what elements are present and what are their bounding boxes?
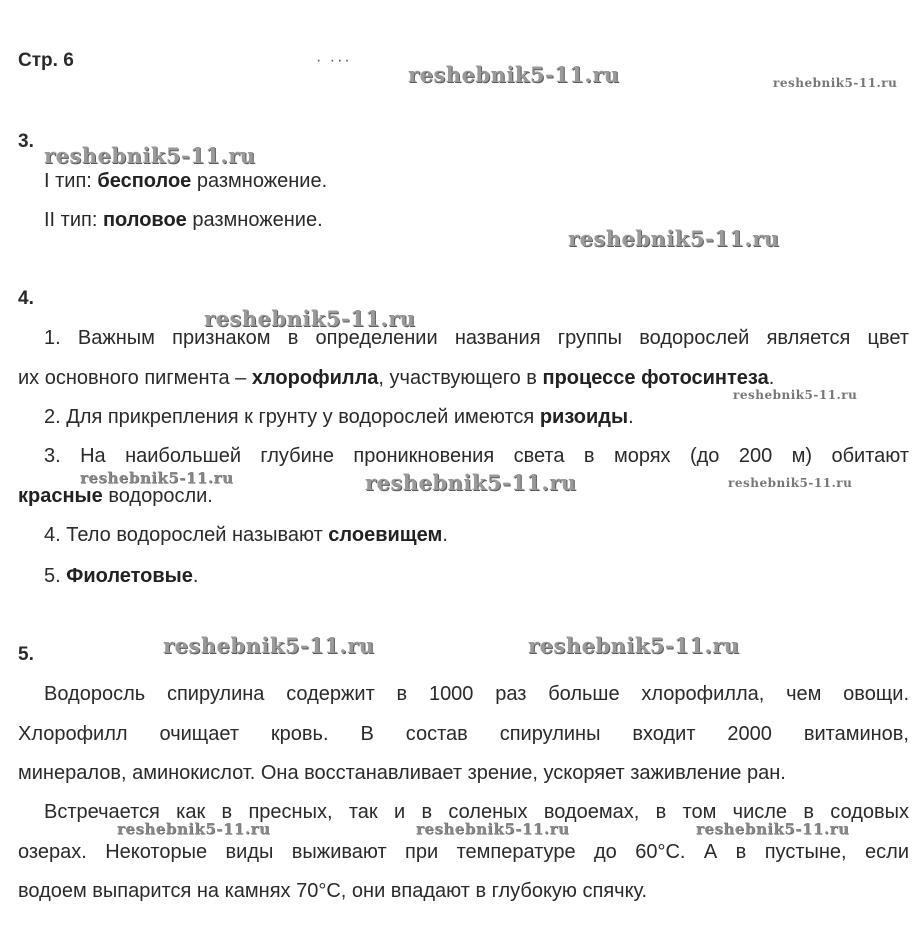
- watermark: reshebnik5-11.ru: [528, 633, 740, 658]
- paragraph-line: водоем выпарится на камнях 70°С, они впадают в глубокую спячку.: [18, 880, 648, 902]
- paragraph-line: 2. Для прикрепления к грунту у водорослей имеются ризоиды.: [44, 406, 634, 428]
- answer-line: II тип: половое размножение.: [44, 209, 323, 231]
- watermark: reshebnik5-11.ru: [733, 388, 858, 402]
- paragraph-line: 3. На наибольшей глубине проникновения света в морях (до 200 м) обитают: [44, 445, 909, 467]
- section-number: 5.: [18, 644, 34, 665]
- watermark: reshebnik5-11.ru: [416, 820, 570, 838]
- watermark: reshebnik5-11.ru: [117, 820, 271, 838]
- watermark: reshebnik5-11.ru: [773, 76, 898, 90]
- paragraph-line: Встречается как в пресных, так и в соленых водоемах, в том числе в содовых: [44, 801, 909, 823]
- paragraph-line: 5. Фиолетовые.: [44, 565, 199, 587]
- paragraph-line: красные водоросли.: [18, 485, 213, 507]
- watermark: reshebnik5-11.ru: [728, 476, 853, 490]
- paragraph-line: их основного пигмента – хлорофилла, участвующего в процессе фотосинтеза.: [18, 367, 775, 389]
- watermark: reshebnik5-11.ru: [568, 226, 780, 251]
- watermark: reshebnik5-11.ru: [163, 633, 375, 658]
- watermark: reshebnik5-11.ru: [365, 470, 577, 495]
- answer-line: I тип: бесполое размножение.: [44, 170, 328, 192]
- watermark: reshebnik5-11.ru: [44, 143, 256, 168]
- watermark: reshebnik5-11.ru: [204, 306, 416, 331]
- watermark: reshebnik5-11.ru: [696, 820, 850, 838]
- page-label: Стр. 6: [18, 50, 74, 71]
- paragraph-line: Водоросль спирулина содержит в 1000 раз больше хлорофилла, чем овощи.: [44, 683, 909, 705]
- paragraph-line: минералов, аминокислот. Она восстанавливает зрение, ускоряет заживление ран.: [18, 762, 786, 784]
- paragraph-line: озерах. Некоторые виды выживают при температуре до 60°С. А в пустыне, если: [18, 841, 909, 863]
- paragraph-line: 4. Тело водорослей называют слоевищем.: [44, 524, 448, 546]
- watermark: reshebnik5-11.ru: [80, 469, 234, 487]
- section-number: 3.: [18, 131, 34, 152]
- watermark: reshebnik5-11.ru: [408, 62, 620, 87]
- section-number: 4.: [18, 288, 34, 309]
- paragraph-line: Хлорофилл очищает кровь. В состав спирулины входит 2000 витаминов,: [18, 723, 909, 745]
- paragraph-line: 1. Важным признаком в определении названия группы водорослей является цвет: [44, 327, 909, 349]
- faded-text-fragment: · ···: [316, 52, 352, 69]
